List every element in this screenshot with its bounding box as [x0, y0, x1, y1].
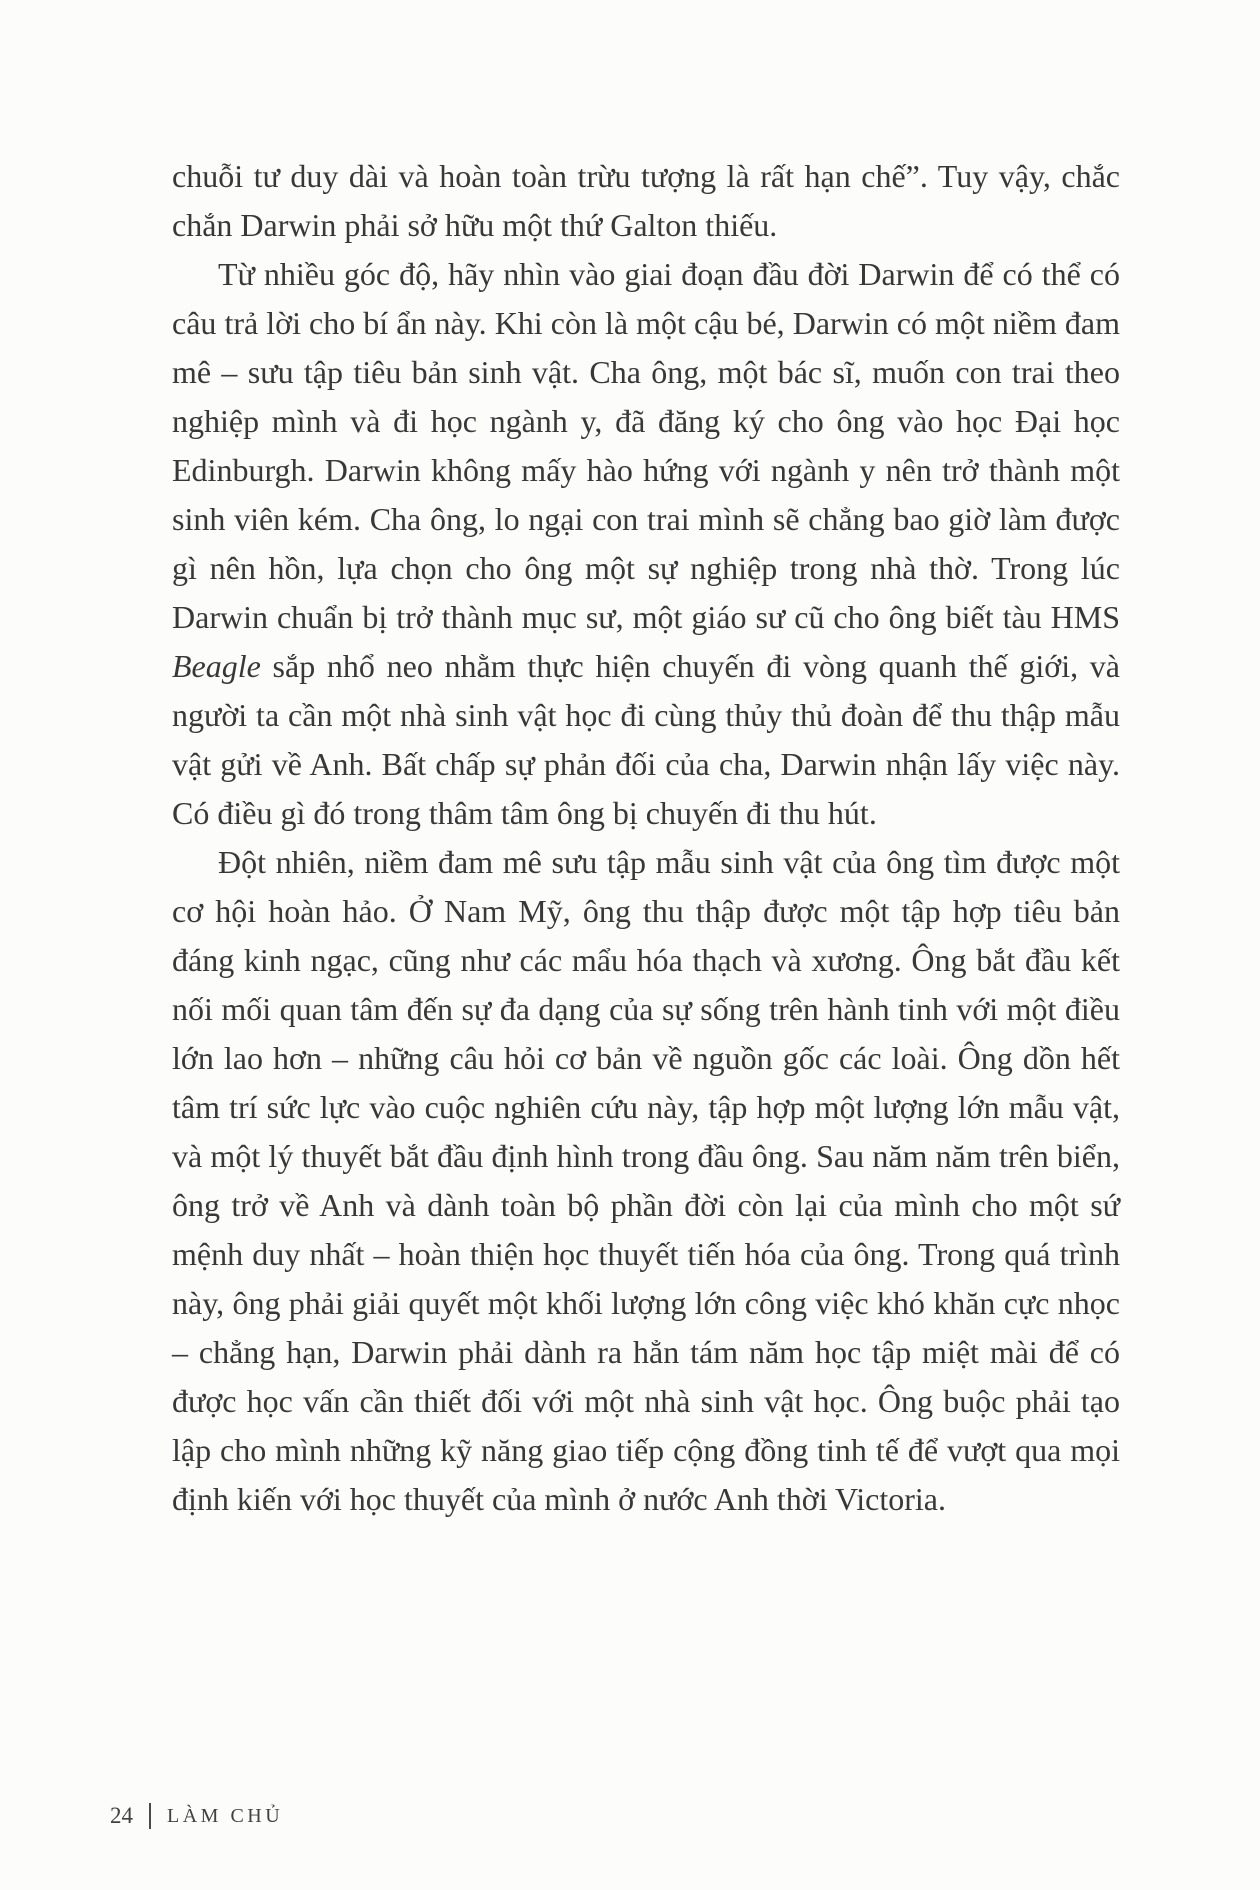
paragraph	[172, 250, 1120, 838]
text-segment: chuỗi tư duy dài và hoàn toàn trừu tượng là rất hạn chế”. Tuy vậy, chắc chắn Darwin phải sở hữu một thứ Galton thiếu.	[172, 158, 1120, 243]
footer-divider	[149, 1803, 151, 1829]
text-segment: Đột nhiên, niềm đam mê sưu tập mẫu sinh vật của ông tìm được một cơ hội hoàn hảo. Ở Nam Mỹ, ông thu thập được một tập hợp tiêu bản đáng kinh ngạc, cũng như các mẩu hóa thạch và xương. Ông bắt đầu kết nối mối quan tâm đến sự đa dạng của sự sống trên hành tinh với một điều lớn lao hơn – những câu hỏi cơ bản về nguồn gốc các loài. Ông dồn hết tâm trí sức lực vào cuộc nghiên cứu này, tập hợp một lượng lớn mẫu vật, và một lý thuyết bắt đầu định hình trong đầu ông. Sau năm năm trên biển, ông trở về Anh và dành toàn bộ phần đời còn lại của mình cho một sứ mệnh duy nhất – hoàn thiện học thuyết tiến hóa của ông. Trong quá trình này, ông phải giải quyết một khối lượng lớn công việc khó khăn cực nhọc – chẳng hạn, Darwin phải dành ra hẳn tám năm học tập miệt mài để có được học vấn cần thiết đối với một nhà sinh vật học. Ông buộc phải tạo lập cho mình những kỹ năng giao tiếp cộng đồng tinh tế để vượt qua mọi định kiến với học thuyết của mình ở nước Anh thời Victoria.	[172, 844, 1120, 1517]
text-segment: sắp nhổ neo nhằm thực hiện chuyến đi vòng quanh thế giới, và người ta cần một nhà sinh vật học đi cùng thủy thủ đoàn để thu thập mẫu vật gửi về Anh. Bất chấp sự phản đối của cha, Darwin nhận lấy việc này. Có điều gì đó trong thâm tâm ông bị chuyến đi thu hút.	[172, 648, 1120, 831]
paragraph	[172, 838, 1120, 1524]
text-segment: Từ nhiều góc độ, hãy nhìn vào giai đoạn đầu đời Darwin để có thể có câu trả lời cho bí ẩn này. Khi còn là một cậu bé, Darwin có một niềm đam mê – sưu tập tiêu bản sinh vật. Cha ông, một bác sĩ, muốn con trai theo nghiệp mình và đi học ngành y, đã đăng ký cho ông vào học Đại học Edinburgh. Darwin không mấy hào hứng với ngành y nên trở thành một sinh viên kém. Cha ông, lo ngại con trai mình sẽ chẳng bao giờ làm được gì nên hồn, lựa chọn cho ông một sự nghiệp trong nhà thờ. Trong lúc Darwin chuẩn bị trở thành mục sư, một giáo sư cũ cho ông biết tàu HMS	[172, 256, 1120, 635]
page-number: 24	[110, 1803, 133, 1828]
paragraph	[172, 152, 1120, 250]
italic-text-segment: Beagle	[172, 648, 261, 684]
body-text	[172, 152, 1120, 1524]
page-footer	[110, 1802, 283, 1830]
running-title: LÀM CHỦ	[167, 1805, 284, 1827]
